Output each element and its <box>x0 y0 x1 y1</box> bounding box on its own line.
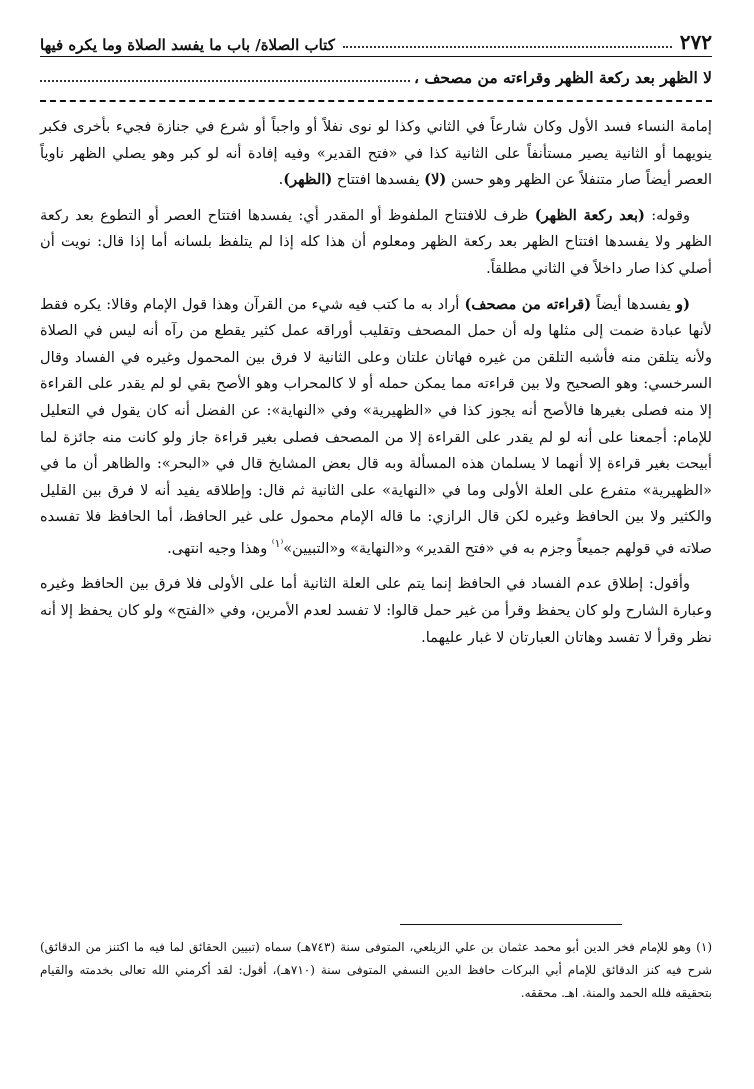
bold-quote-p1-3: (الظهر) <box>283 171 333 189</box>
matn-text: لا الظهر بعد ركعة الظهر وقراءته من مصحف ، <box>413 67 712 87</box>
bold-quote-p3-2: (قراءته من مصحف) <box>464 295 592 313</box>
footnote-separator <box>400 924 622 925</box>
footnote-1: (١) وهو للإمام فخر الدين أبو محمد عثمان بن علي الزيلعي، المتوفى سنة (٧٤٣هـ) سماه (تبيين الحقائق لما فيه ما اكتنز من الدقائق) شرح فيه كنز الدقائق للإمام أبي البركات حافظ الدين النسفي المتوفى سنة (٧١٠هـ)، أقول: لقد أكرمني الله تعالى بخدمته والقيام بتحقيقه فلله الحمد والمنة. اهـ. محققه. <box>40 940 712 1000</box>
text-segment-p4-0: وأقول: إطلاق عدم الفساد في الحافظ إنما يتم على العلة الثانية أما على الأولى فلا فرق بين الحافظ وغيره وعبارة الشارح ولو كان يحفظ وقرأ من غير حمل قالوا: لا تفسد لعدم الأمرين، وفي «الفتح» ولو كان يحفظ إلا أنه نظر وقرأ لا تفسد وهاتان العبارتان لا غبار عليهما. <box>40 575 712 646</box>
text-segment-p2-2: ظرف للافتتاح الملفوظ أو المقدر أي: يفسدها افتتاح العصر أو التطوع بعد ركعة الظهر ولا يفسدها افتتاح الظهر بعد ركعة الظهر ومعلوم أن هذا كله إذا لم يتلفظ بلسانه أما إذا قال: نويت أن أصلي كذا صار داخلاً في الثاني مطلقاً. <box>40 206 712 277</box>
text-segment-p1-2: يفسدها افتتاح <box>332 171 425 189</box>
text-segment-p2-0: وقوله: <box>644 206 691 224</box>
header-dotted-leader <box>343 46 672 48</box>
paragraph-p1 <box>40 114 712 194</box>
bold-quote-p3-0: (و <box>676 295 690 313</box>
text-segment-p3-3: أراد به ما كتب فيه شيء من القرآن وهذا قول الإمام وقالا: يكره فقط لأنها عبادة ضمت إلى مثلها وله أن حمل المصحف وتقليب أوراقه عمل كثير يقطع من رآه أنه ليس في الصلاة ولأنه يتلقن منه فأشبه التلقن من غيره فهاتان علتان وعلى الثانية لا فرق بين المحمول وغيره في الفساد وقال السرخسي: وهو الصحيح ولا بين قراءته مما يمكن حمله أو لا كالمحراب وهو الأصح بقي لو لم يقدر على القراءة إلا منه فصلى بغيرها فالأصح أنه يجوز كذا في «الظهيرية» وفي «النهاية»: عن الفضل أنه كان يقول في التعليل للإمام: أجمعنا على أنه لو لم يقدر على القراءة إلا من المصحف فصلى بغير قراءة جاز ولو كانت منه جائزة لما أبيحت بغير قراءة إلا أنهما لا يسلمان هذه المسألة وبه قال بعض المشايخ قال في «البحر»: والظاهر أن ما في «الظهيرية» متفرع على العلة الأولى وما في «النهاية» على الثانية ثم قال: وإطلاقه يفيد أنه لا فرق بين القليل والكثير ولا بين الحافظ وغيره لكن قال الرازي: ما قاله الإمام محمول على غير الحافظ، أما الحافظ فلا تفسده صلاته في قولهم جميعاً وجزم به في «فتح القدير» و«النهاية» و«التبيين» <box>40 295 712 557</box>
page-number: ٢٧٢ <box>679 30 712 54</box>
page-header <box>40 26 712 54</box>
header-rule <box>40 56 712 57</box>
matn-dotted-leader <box>40 80 410 82</box>
bold-quote-p2-1: (بعد ركعة الظهر) <box>534 206 645 224</box>
text-segment-p3-1: يفسدها أيضاً <box>591 295 677 313</box>
running-title: كتاب الصلاة/ باب ما يفسد الصلاة وما يكره فيها <box>40 36 335 54</box>
paragraph-p2 <box>40 203 712 283</box>
matn-separator-rule <box>40 100 712 102</box>
text-segment-p3-4: ⁽١⁾ <box>271 536 284 550</box>
matn-line <box>40 64 712 90</box>
text-segment-p1-0: إمامة النساء فسد الأول وكان شارعاً في الثاني وكذا لو نوى نفلاً أو واجباً أو شرع في جنازة فجيء بأخرى فكبر ينويهما أو الثانية يصير مستأنفاً على الثانية كذا في «فتح القدير» وفيه إفادة أنه لو كبر وهو يصلي الظهر ناوياً العصر أيضاً صار متنفلاً عن الظهر وهو حسن <box>40 118 712 189</box>
paragraph-p4 <box>40 571 712 651</box>
paragraph-p3 <box>40 292 712 563</box>
footnotes <box>40 936 712 1005</box>
text-segment-p1-4: . <box>278 171 284 189</box>
bold-quote-p1-1: (لا) <box>424 171 447 189</box>
commentary-body <box>40 114 712 660</box>
text-segment-p3-5: وهذا وجيه انتهى. <box>167 539 272 557</box>
